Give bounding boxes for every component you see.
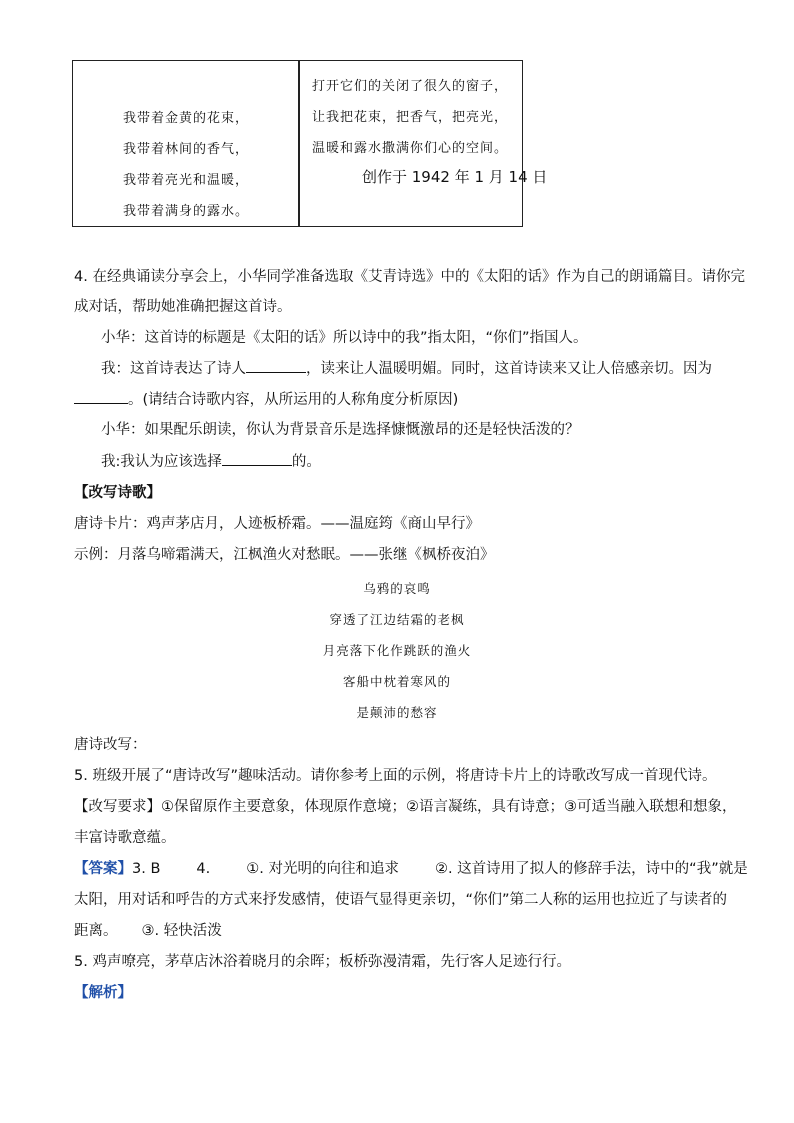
dialog-text: 我:我认为应该选择 [101, 454, 222, 470]
q4-intro-line1: 4. 在经典诵读分享会上，小华同学准备选取《艾青诗选》中的《太阳的话》作为自己的朗诵篇目。请你完 [74, 269, 745, 285]
answer-blank[interactable] [74, 389, 128, 404]
answer-line2: 太阳，用对话和呼告的方式来抒发感情，使语气显得更亲切，“你们”第二人称的运用也拉近了与读者的 [74, 892, 728, 908]
dialog-text: 我：这首诗表达了诗人 [101, 361, 246, 377]
poem-line: 我带着亮光和温暖， [123, 173, 250, 188]
dialog-line: 小华：如果配乐朗读，你认为背景音乐是选择慷慨激昂的还是轻快活泼的？ [101, 422, 580, 438]
rewrite-label: 唐诗改写： [74, 737, 147, 753]
poem-table [72, 60, 548, 227]
example-poem-line: 是颠沛的愁容 [356, 705, 438, 720]
answer-text: ①. 对光明的向往和追求 [246, 861, 399, 877]
answer-text: 3. B [132, 861, 161, 877]
requirements-line1: 【改写要求】①保留原作主要意象，体现原作意境；②语言凝练，具有诗意；③可适当融入联想和想象， [74, 799, 737, 815]
poem-card: 唐诗卡片：鸡声茅店月，人迹板桥霜。——温庭筠《商山早行》 [74, 516, 480, 532]
dialog-line [74, 389, 458, 410]
answer-blank[interactable] [222, 451, 292, 466]
poem-line: 打开它们的关闭了很久的窗子， [312, 79, 509, 94]
q5-text: 5. 班级开展了“唐诗改写”趣味活动。请你参考上面的示例，将唐诗卡片上的诗歌改写成一首现代诗。 [74, 768, 717, 784]
poem-line: 温暖和露水撒满你们心的空间。 [312, 141, 509, 156]
example-line: 示例：月落乌啼霜满天，江枫渔火对愁眠。——张继《枫桥夜泊》 [74, 547, 495, 563]
table-cell-left [73, 61, 298, 226]
answer-line3 [74, 921, 222, 941]
answer-tag: 【答案】 [74, 861, 132, 877]
section-heading: 【改写诗歌】 [74, 485, 161, 501]
answer-text: 距离。 [74, 923, 118, 939]
answer-text: ②. 这首诗用了拟人的修辞手法，诗中的“我”就是 [434, 861, 748, 877]
example-poem-line: 月亮落下化作跳跃的渔火 [322, 643, 472, 658]
dialog-text: ，读来让人温暖明媚。同时，这首诗读来又让人倍感亲切。因为 [306, 361, 712, 377]
example-poem-line: 穿透了江边结霜的老枫 [329, 612, 465, 627]
dialog-line: 小华：这首诗的标题是《太阳的话》所以诗中的我”指太阳，“你们”指国人。 [101, 330, 588, 346]
table-cell-right [300, 61, 548, 226]
analysis-tag: 【解析】 [74, 985, 132, 1001]
poem-line: 我带着金黄的花束， [123, 111, 250, 126]
creation-date: 创作于 1942 年 1 月 14 日 [362, 168, 548, 186]
poem-line: 我带着满身的露水。 [123, 204, 250, 219]
dialog-text: 的。 [291, 454, 321, 470]
poem-line: 让我把花束，把香气，把亮光， [312, 110, 509, 125]
answer-text: 4. [196, 861, 211, 877]
answer-line4: 5. 鸡声嘹亮，茅草店沐浴着晓月的余晖；板桥弥漫清霜，先行客人足迹行行。 [74, 954, 571, 970]
q4-intro-line2: 成对话，帮助她准确把握这首诗。 [74, 299, 292, 315]
example-poem-line: 客船中枕着寒风的 [342, 674, 451, 689]
answer-blank[interactable] [246, 358, 306, 373]
example-poem-line: 乌鸦的哀鸣 [363, 581, 431, 596]
poem-line: 我带着林间的香气， [123, 142, 250, 157]
dialog-line [101, 451, 321, 472]
answer-text: ③. 轻快活泼 [141, 923, 222, 939]
requirements-line2: 丰富诗歌意蕴。 [74, 830, 176, 846]
dialog-line [101, 358, 712, 379]
answer-line1 [74, 859, 748, 879]
dialog-text: 。(请结合诗歌内容，从所运用的人称角度分析原因) [128, 392, 459, 408]
